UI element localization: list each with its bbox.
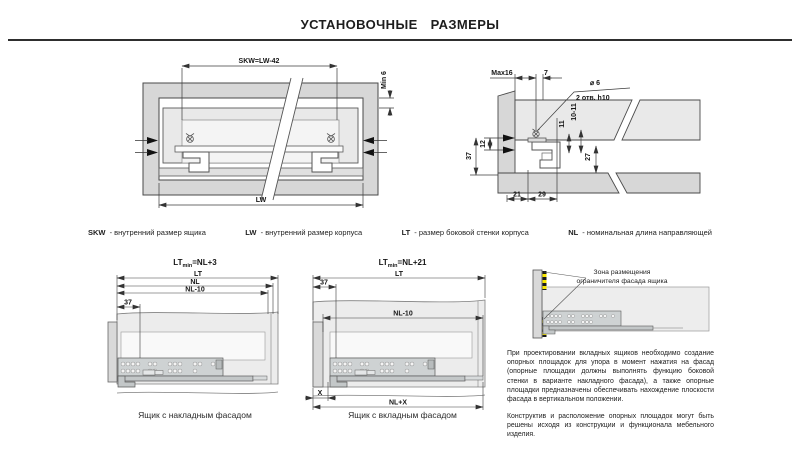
dim-nl10-label: NL-10 [393, 310, 413, 318]
legend-term: NL [568, 228, 579, 237]
dim-lt-label: LT [193, 271, 203, 278]
dim-37-label: 37 [320, 279, 328, 287]
drawer-side-band [515, 100, 700, 140]
legend-item-lt [402, 228, 529, 237]
dim-11-label: 11 [559, 120, 566, 128]
formula-inset [300, 258, 505, 269]
break-wave [117, 392, 278, 393]
title-underline [8, 39, 792, 41]
bottom-panel [498, 173, 619, 193]
slide-rail [543, 326, 653, 330]
drawer-front-rail [175, 146, 343, 152]
caption-overlay-front: Ящик с накладным фасадом [138, 410, 252, 420]
dim-10-11-label: 10-11 [571, 103, 578, 121]
hole-note-label: 2 отв. h10 [576, 95, 610, 102]
rear-hook [216, 360, 222, 369]
hole-diameter-label: ⌀ 6 [589, 80, 601, 87]
formula-rest: =NL+21 [397, 258, 427, 267]
slide-rail [330, 376, 465, 381]
formula-base: LT [173, 258, 183, 267]
slide-rail [118, 376, 253, 381]
dim-nl10-label: NL-10 [185, 286, 205, 294]
bottom-panel-continued [616, 173, 700, 193]
drawer-side-gap [330, 332, 472, 358]
dim-27-label: 27 [585, 153, 592, 161]
dim-21-label: 21 [513, 191, 521, 199]
formula-overlay [95, 258, 295, 269]
diagram-overlay-front [95, 270, 295, 404]
facade-panel [533, 270, 542, 338]
formula-sub: min [387, 263, 398, 269]
latch-lever [355, 370, 367, 375]
legend-row [88, 228, 712, 237]
notes-text [507, 349, 714, 440]
formula-sub: min [182, 263, 193, 269]
zone-label-line1: Зона размещения [593, 269, 651, 276]
dim-max16-label: Max16 [491, 70, 513, 77]
page-title: УСТАНОВОЧНЫЕ РАЗМЕРЫ [300, 17, 500, 32]
facade-panel [313, 322, 323, 387]
facade-panel [108, 322, 117, 382]
diagram-inset-front [300, 270, 505, 412]
drawer-side-band-continued [622, 100, 700, 140]
legend-desc: - размер боковой стенки корпуса [414, 228, 529, 237]
dim-nl-label: NL [190, 279, 200, 286]
caption-inset-front: Ящик с вкладным фасадом [348, 410, 457, 420]
dim-37-label: 37 [124, 299, 132, 307]
dim-skw-label: SKW=LW-42 [238, 58, 280, 65]
legend-term: LW [245, 228, 257, 237]
legend-item-lw [245, 228, 362, 237]
dimension-12 [480, 138, 490, 150]
note-paragraph-1: При проектировании вкладных ящиков необходимо создание опорных площадок для упора в момент нажатия на фасад (опорные площадки должны выполнять функцию боковой стенки в варианте накладного фасада), а также опорные площадки предназначены обеспечивать нахождение плоскости фасада в вертикальном положении. [507, 350, 714, 403]
diagram-drawer-top-view [95, 50, 410, 218]
dimension-27 [585, 146, 596, 173]
diagram-section-detail [462, 50, 707, 220]
dim-x-label: X [317, 390, 323, 397]
dim-29-label: 29 [538, 191, 546, 199]
dim-7-label: 7 [544, 70, 548, 77]
legend-item-nl [568, 228, 712, 237]
legend-term: LT [401, 228, 411, 237]
dim-37-label: 37 [466, 152, 473, 160]
break-wave [313, 395, 485, 396]
formula-base: LT [378, 258, 388, 267]
slide-hook-profile [532, 142, 560, 168]
dim-12-label: 12 [480, 140, 487, 148]
dimension-min6 [379, 71, 394, 116]
zone-label [566, 269, 678, 287]
zone-label-line2: ограничителя фасада ящика [576, 277, 668, 285]
drawer-side-gap [121, 332, 265, 360]
dim-lt-label: LT [394, 271, 404, 278]
legend-desc: - номинальная длина направляющей [582, 228, 712, 237]
legend-desc: - внутренний размер ящика [109, 228, 206, 237]
formula-rest: =NL+3 [192, 258, 217, 267]
note-paragraph-2: Конструктив и расположение опорных площадок могут быть решены исходя из конструкции и функционала мебельного изделия. [507, 413, 714, 439]
legend-desc: - внутренний размер корпуса [260, 228, 363, 237]
dim-min6-label: Min 6 [381, 71, 388, 89]
latch-lever [143, 370, 155, 375]
legend-item-skw [88, 228, 206, 237]
dim-lw-label: LW [255, 197, 267, 204]
dim-nlx-label: NL+X [388, 399, 408, 407]
legend-term: SKW [88, 228, 106, 237]
rear-hook [428, 360, 434, 369]
